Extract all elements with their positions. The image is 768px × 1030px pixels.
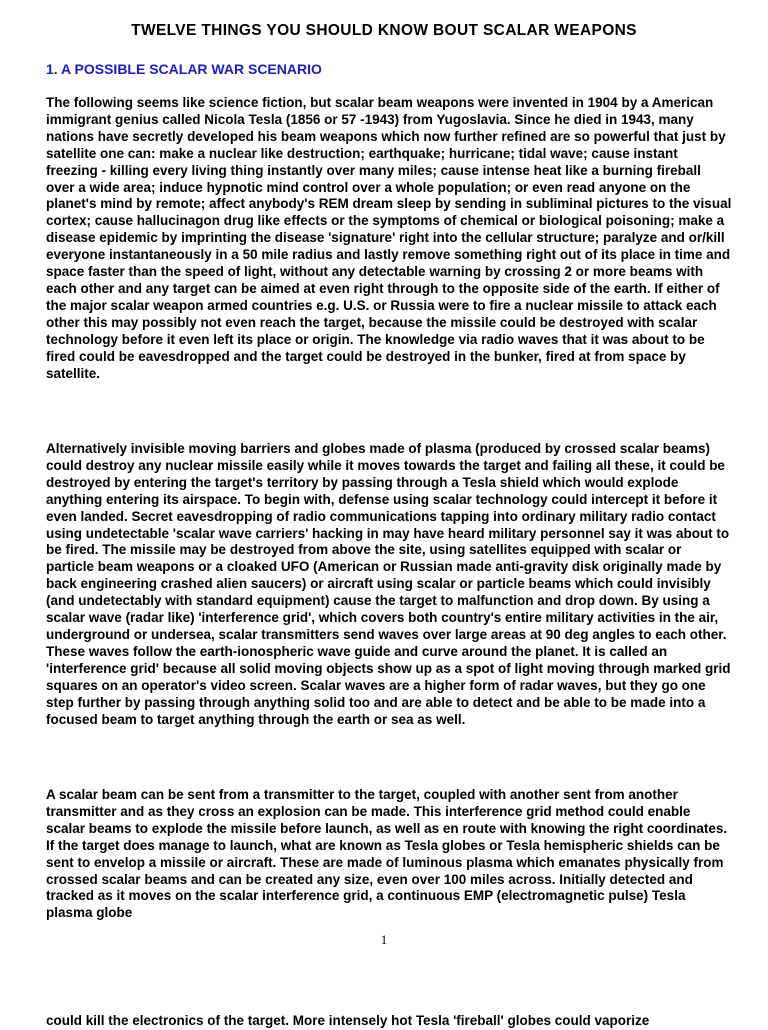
section-heading: 1. A POSSIBLE SCALAR WAR SCENARIO	[46, 61, 322, 77]
paragraph-2: Alternatively invisible moving barriers and globes made of plasma (produced by crossed scalar beams) could destroy any nuclear missile easily while it moves towards the target and failing all these, it could be destroyed by entering the target's territory by passing through a Tesla shield which would explode anything entering its airspace. To begin with, defense using scalar technology could intercept it before it even landed. Secret eavesdropping of radio communications tapping into ordinary military radio contact using undetectable 'scalar wave carriers' hacking in may have heard military personnel say it was about to be fired. The missile may be destroyed from above the site, using satellites equipped with scalar or particle beam weapons or a cloaked UFO (American or Russian made anti-gravity disk originally made by back engineering crashed alien saucers) or aircraft using scalar or particle beams which could invisibly (and undetectably with standard equipment) cause the target to malfunction and drop down. By using a scalar wave (radar like) 'interference grid', which covers both country's entire military activities in the air, underground or undersea, scalar transmitters send waves over large areas at 90 deg angles to each other. These waves follow the earth-ionospheric wave guide and curve around the planet. It is called an 'interference grid' because all solid moving objects show up as a spot of light moving through marked grid squares on an operator's video screen. Scalar waves are a higher form of radar waves, but they go one step further by passing through anything solid too and are able to detect and be able to be made into a focused beam to target anything through the earth or sea as well.	[46, 441, 731, 727]
paragraph-1: The following seems like science fiction, but scalar beam weapons were invented in 1904 by a American immigrant genius called Nicola Tesla (1856 or 57 -1943) from Yugoslavia. Since he died in 1943, many nations have secretly developed his beam weapons which now further refined are so powerful that just by satellite one can: make a nuclear like destruction; earthquake; hurricane; tidal wave; cause instant freezing - killing every living thing instantly over many miles; cause intense heat like a burning fireball over a wide area; induce hypnotic mind control over a whole population; or even read anyone on the planet's mind by remote; affect anybody's REM dream sleep by sending in subliminal pictures to the visual cortex; cause hallucinagon drug like effects or the symptoms of chemical or biological poisoning; make a disease epidemic by imprinting the disease 'signature' right into the cellular structure; paralyze and or/kill everyone instantaneously in a 50 mile radius and lastly remove something right out of its place in time and space faster than the speed of light, without any detectable warning by crossing 2 or more beams with each other and any target can be aimed at even right through to the opposite side of the earth. If either of the major scalar weapon armed countries e.g. U.S. or Russia were to fire a nuclear missile to attack each other this may possibly not even reach the target, because the missile could be destroyed with scalar technology before it even left its place or origin. The knowledge via radio waves that it was about to be fired could be eavesdropped and the target could be destroyed in the bunker, fired at from space by satellite.	[46, 95, 732, 381]
page-number: 1	[380, 932, 388, 947]
paragraph-3: A scalar beam can be sent from a transmitter to the target, coupled with another sent from another transmitter and as they cross an explosion can be made. This interference grid method could enable scalar beams to explode the missile before launch, as well as en route with knowing the right coordinates. If the target does manage to launch, what are known as Tesla globes or Tesla hemispheric shields can be sent to envelop a missile or aircraft. These are made of luminous plasma which emanates physically from crossed scalar beams and can be created any size, even over 100 miles across. Initially detected and tracked as it moves on the scalar interference grid, a continuous EMP (electromagnetic pulse) Tesla plasma globe	[46, 787, 728, 921]
document-title: TWELVE THINGS YOU SHOULD KNOW BOUT SCALAR WEAPONS	[131, 22, 637, 39]
next-page-text: could kill the electronics of the target. More intensely hot Tesla 'fireball' globes could vaporize	[46, 1013, 650, 1028]
